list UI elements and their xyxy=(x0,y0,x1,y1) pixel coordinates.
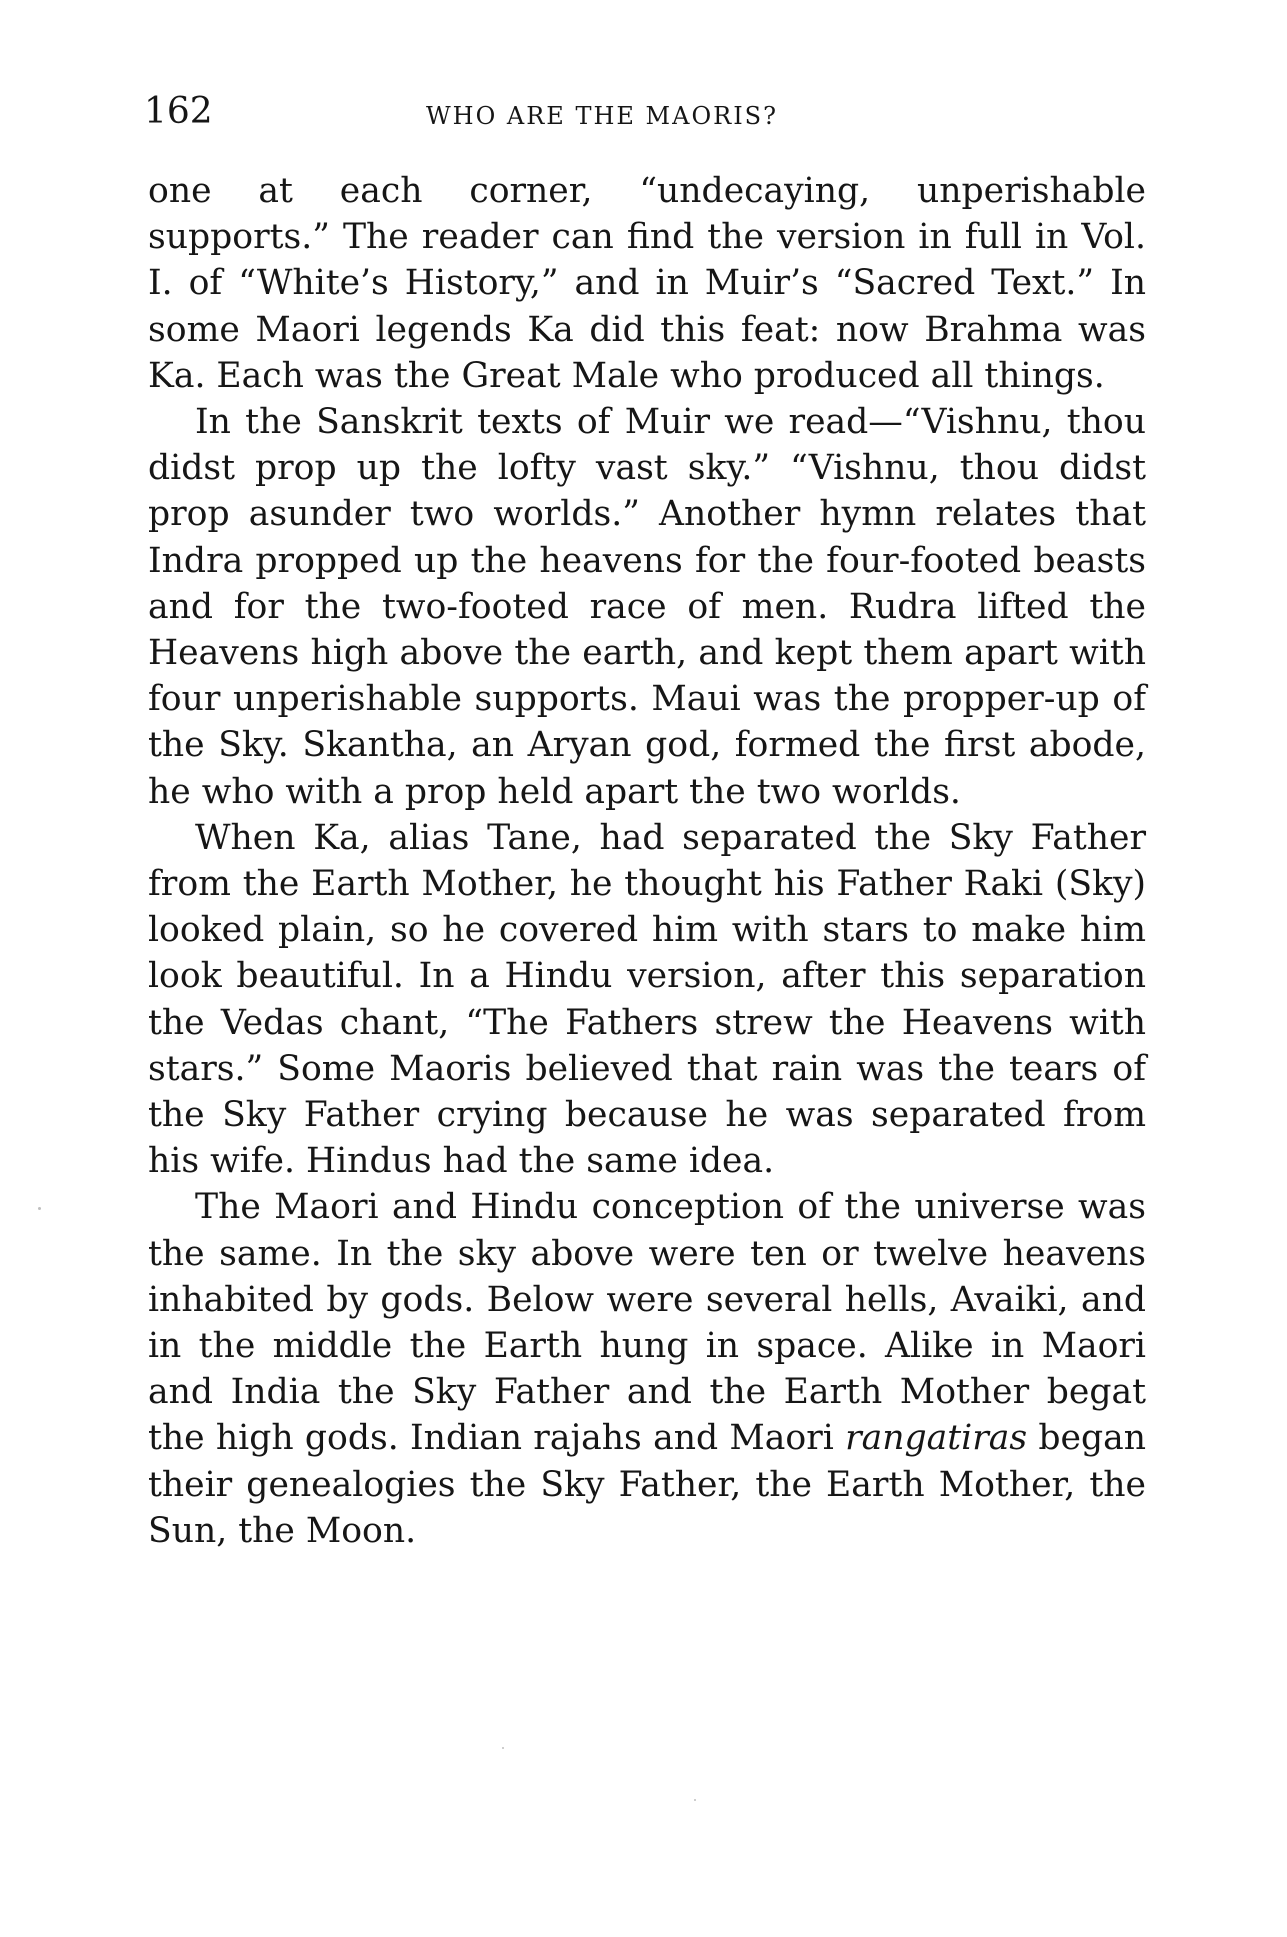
paragraph-2: In the Sanskrit texts of Muir we read—“Vishnu, thou didst prop up the lofty vast sky.” “Vishnu, thou didst prop asunder two worlds.” Another hymn relates that Indra propped up the heavens for the four-footed beasts and for the two-footed race of men. Rudra lifted the Heavens high above the earth, and kept them apart with four unperishable supports. Maui was the propper-up of the Sky. Skantha, an Aryan god, formed the first abode, he who with a prop held apart the two worlds. xyxy=(148,402,1146,812)
paragraph-4-text-after: began their genealogies the Sky Father, the Earth Mother, the Sun, the Moon. xyxy=(148,1418,1147,1551)
paragraph-4 xyxy=(148,1184,1146,1554)
page-header xyxy=(144,88,1144,148)
page-body xyxy=(148,168,1146,1554)
italic-term: rangatiras xyxy=(845,1418,1028,1459)
running-title: WHO ARE THE MAORIS? xyxy=(426,102,778,130)
page-number: 162 xyxy=(144,91,213,132)
scan-speck xyxy=(502,1747,504,1749)
scan-speck xyxy=(694,1799,696,1801)
paragraph-4-text-before: The Maori and Hindu conception of the universe was the same. In the sky above were ten or twelve heavens inhabited by gods. Below were several hells, Avaiki, and in the middle the Earth hung in space. Alike in Maori and India the Sky Father and the Earth Mother begat the high gods. Indian rajahs and Maori xyxy=(148,1187,1146,1459)
scan-speck xyxy=(38,1207,41,1210)
paragraph-3: When Ka, alias Tane, had separated the Sky Father from the Earth Mother, he thought his Father Raki (Sky) looked plain, so he covered him with stars to make him look beautiful. In a Hindu version, after this separation the Vedas chant, “The Fathers strew the Heavens with stars.” Some Maoris believed that rain was the tears of the Sky Father crying because he was separated from his wife. Hindus had the same idea. xyxy=(148,817,1146,1182)
paragraph-1: one at each corner, “undecaying, unperishable supports.” The reader can find the version in full in Vol. I. of “White’s History,” and in Muir’s “Sacred Text.” In some Maori legends Ka did this feat: now Brahma was Ka. Each was the Great Male who produced all things. xyxy=(148,171,1146,396)
